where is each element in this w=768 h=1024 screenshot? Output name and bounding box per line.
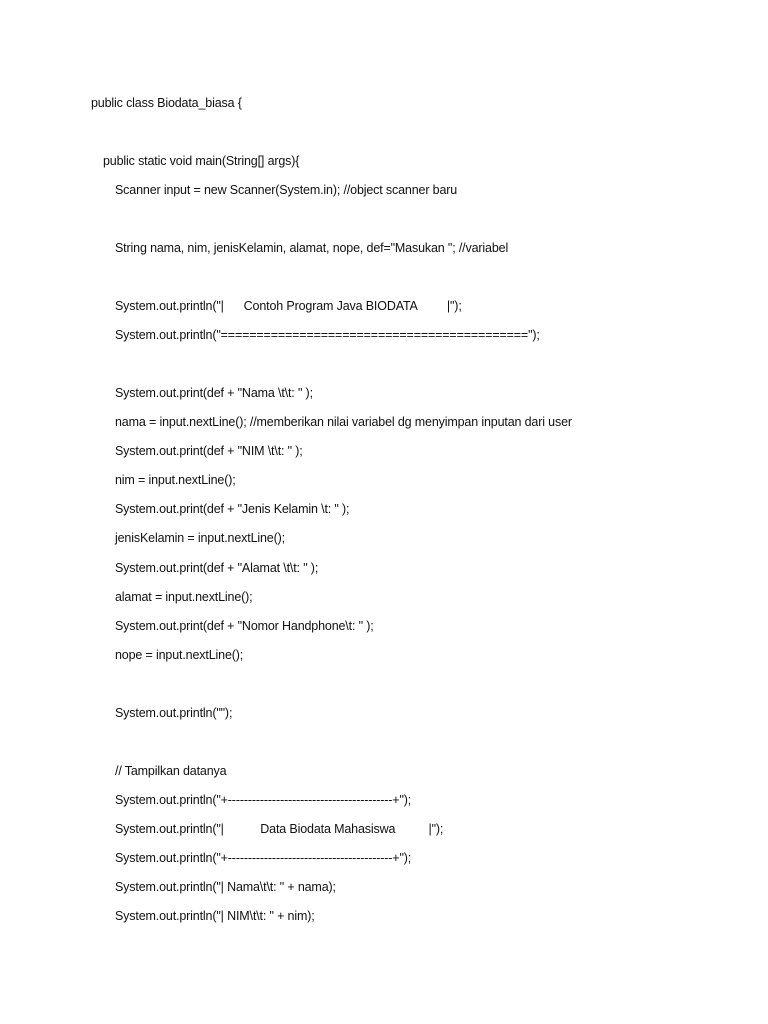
code-line-read-jenis-kelamin: jenisKelamin = input.nextLine(); bbox=[115, 531, 285, 545]
code-line-title-print: System.out.println("| Contoh Program Java BIODATA |"); bbox=[115, 299, 462, 313]
code-line-border-bottom: System.out.println("+-----------------------------------------+"); bbox=[115, 851, 412, 865]
code-line-heading-print: System.out.println("| Data Biodata Mahasiswa |"); bbox=[115, 822, 444, 836]
code-line-print-alamat: System.out.print(def + "Alamat \t\t: " ); bbox=[115, 561, 319, 575]
code-line-read-nope: nope = input.nextLine(); bbox=[115, 648, 244, 662]
code-line-output-nama: System.out.println("| Nama\t\t: " + nama); bbox=[115, 880, 336, 894]
code-line-read-nama: nama = input.nextLine(); //memberikan nilai variabel dg menyimpan inputan dari user bbox=[115, 415, 572, 429]
code-line-print-nama: System.out.print(def + "Nama \t\t: " ); bbox=[115, 386, 313, 400]
code-line-print-nomor-handphone: System.out.print(def + "Nomor Handphone\t: " ); bbox=[115, 619, 374, 633]
code-line-output-nim: System.out.println("| NIM\t\t: " + nim); bbox=[115, 909, 315, 923]
code-line-main-method: public static void main(String[] args){ bbox=[103, 154, 300, 168]
code-line-border-top: System.out.println("+-----------------------------------------+"); bbox=[115, 793, 412, 807]
code-line-class-declaration: public class Biodata_biasa { bbox=[91, 96, 242, 110]
code-line-read-alamat: alamat = input.nextLine(); bbox=[115, 590, 253, 604]
code-line-scanner: Scanner input = new Scanner(System.in); //object scanner baru bbox=[115, 183, 458, 197]
code-line-read-nim: nim = input.nextLine(); bbox=[115, 473, 236, 487]
code-line-variables: String nama, nim, jenisKelamin, alamat, nope, def="Masukan "; //variabel bbox=[115, 241, 509, 255]
code-line-print-nim: System.out.print(def + "NIM \t\t: " ); bbox=[115, 444, 303, 458]
code-line-comment-tampilkan: // Tampilkan datanya bbox=[115, 764, 227, 778]
code-line-separator-print: System.out.println("==========================================="); bbox=[115, 328, 540, 342]
code-line-empty-print: System.out.println(""); bbox=[115, 706, 233, 720]
code-line-print-jenis-kelamin: System.out.print(def + "Jenis Kelamin \t: " ); bbox=[115, 502, 350, 516]
